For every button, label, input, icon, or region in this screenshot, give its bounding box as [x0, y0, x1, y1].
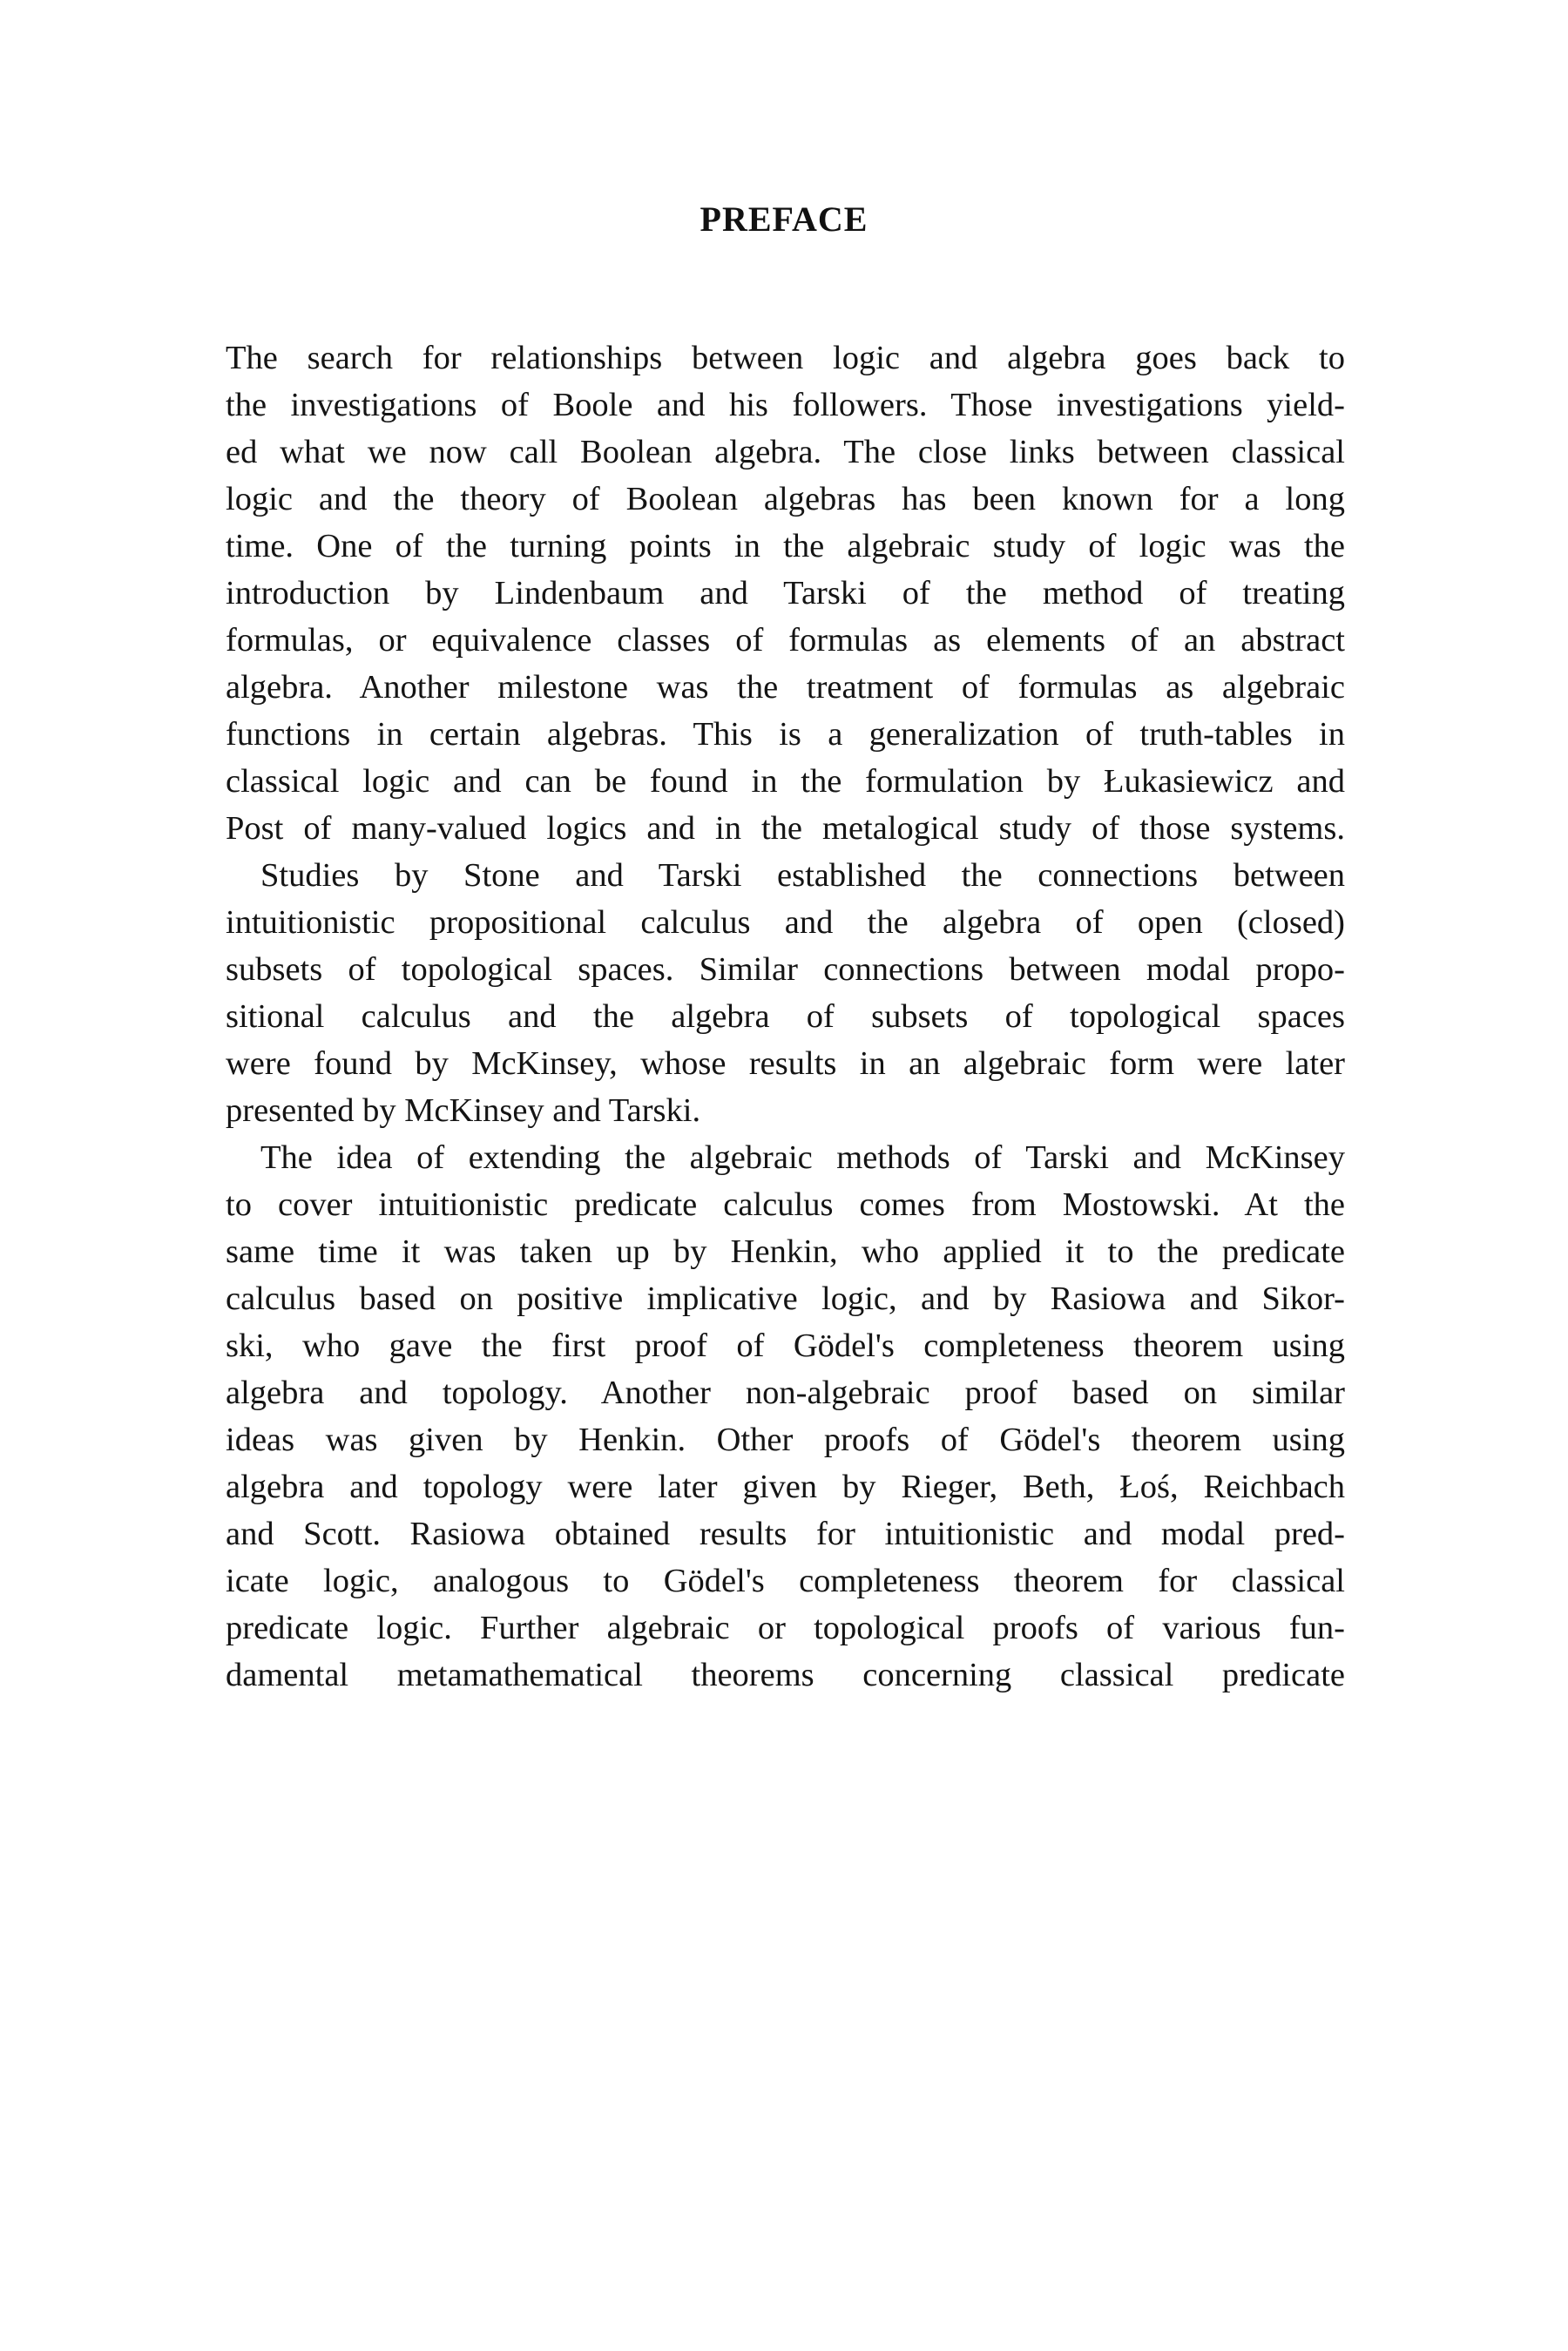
text-line: algebra and topology were later given by Rieger, Beth, Łoś, Reichbach	[226, 1469, 1345, 1505]
text-line: algebra and topology. Another non-algebraic proof based on similar	[226, 1375, 1345, 1411]
text-line: time. One of the turning points in the algebraic study of logic was the	[226, 528, 1345, 564]
text-line: introduction by Lindenbaum and Tarski of the method of treating	[226, 575, 1345, 611]
page-title: PREFACE	[700, 199, 868, 239]
text-line: Studies by Stone and Tarski established the connections between	[260, 857, 1345, 894]
text-line: formulas, or equivalence classes of formulas as elements of an abstract	[226, 622, 1345, 659]
text-line: intuitionistic propositional calculus and the algebra of open (closed)	[226, 904, 1345, 941]
text-line: subsets of topological spaces. Similar connections between modal propo-	[226, 951, 1345, 988]
text-line: logic and the theory of Boolean algebras has been known for a long	[226, 481, 1345, 517]
text-line: predicate logic. Further algebraic or topological proofs of various fun-	[226, 1610, 1345, 1646]
text-line: The idea of extending the algebraic methods of Tarski and McKinsey	[260, 1139, 1345, 1176]
text-line: damental metamathematical theorems concerning classical predicate	[226, 1657, 1345, 1693]
text-line: The search for relationships between logic and algebra goes back to	[226, 340, 1345, 376]
text-line: algebra. Another milestone was the treatment of formulas as algebraic	[226, 669, 1345, 706]
text-line: sitional calculus and the algebra of subsets of topological spaces	[226, 998, 1345, 1035]
text-line: and Scott. Rasiowa obtained results for intuitionistic and modal pred-	[226, 1516, 1345, 1552]
text-line: calculus based on positive implicative logic, and by Rasiowa and Sikor-	[226, 1280, 1345, 1317]
text-line: ideas was given by Henkin. Other proofs of Gödel's theorem using	[226, 1422, 1345, 1458]
text-line: classical logic and can be found in the formulation by Łukasiewicz and	[226, 763, 1345, 800]
text-line: the investigations of Boole and his followers. Those investigations yield-	[226, 387, 1345, 423]
text-line: Post of many-valued logics and in the metalogical study of those systems.	[226, 810, 1345, 847]
text-line: ski, who gave the first proof of Gödel's completeness theorem using	[226, 1328, 1345, 1364]
text-line: icate logic, analogous to Gödel's completeness theorem for classical	[226, 1563, 1345, 1599]
text-line: presented by McKinsey and Tarski.	[226, 1092, 701, 1129]
text-line: to cover intuitionistic predicate calculus comes from Mostowski. At the	[226, 1186, 1345, 1223]
text-line: functions in certain algebras. This is a generalization of truth-tables in	[226, 716, 1345, 753]
text-line: were found by McKinsey, whose results in an algebraic form were later	[226, 1045, 1345, 1082]
text-line: same time it was taken up by Henkin, who applied it to the predicate	[226, 1233, 1345, 1270]
text-line: ed what we now call Boolean algebra. The close links between classical	[226, 434, 1345, 470]
